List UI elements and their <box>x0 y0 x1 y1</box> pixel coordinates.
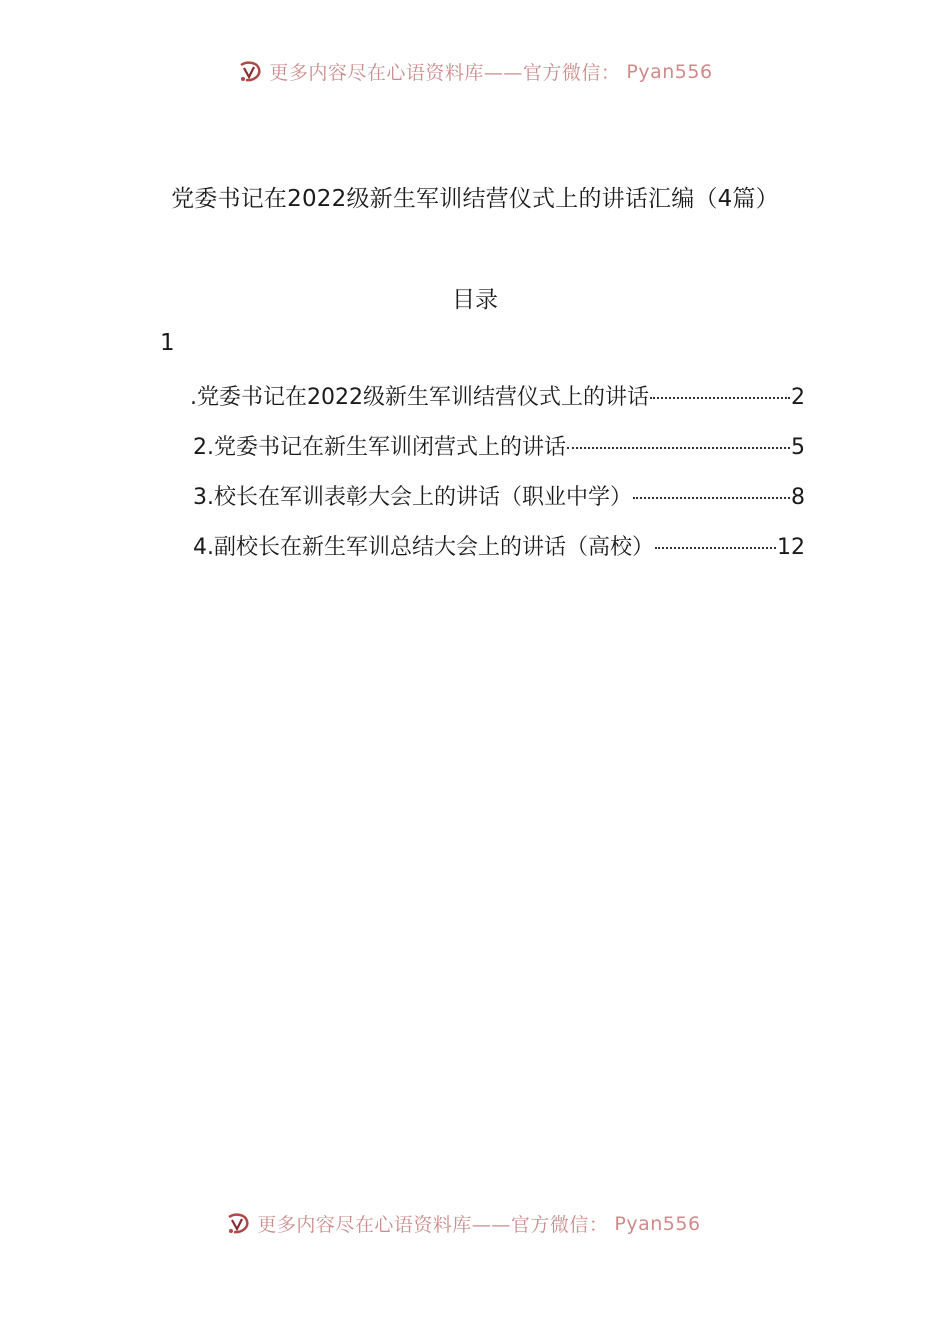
toc-entry[interactable] <box>193 530 805 580</box>
toc-entry-label: 4.副校长在新生军训总结大会上的讲话（高校） <box>193 535 654 560</box>
toc-entry-page: 2 <box>791 385 805 410</box>
logo-icon <box>237 59 263 85</box>
watermark-text: 更多内容尽在心语资料库——官方微信： <box>269 62 621 84</box>
toc-entry[interactable] <box>193 480 805 530</box>
toc-entry-page: 5 <box>791 435 805 460</box>
toc-dot-leader <box>650 397 790 399</box>
logo-icon <box>225 1211 251 1237</box>
toc-dot-leader <box>567 447 790 449</box>
toc-entry[interactable] <box>193 430 805 480</box>
watermark-id: Pyan556 <box>626 60 713 83</box>
watermark-id: Pyan556 <box>614 1212 701 1235</box>
header-watermark <box>0 58 950 85</box>
toc-section-number: 1 <box>160 330 175 356</box>
watermark-text: 更多内容尽在心语资料库——官方微信： <box>257 1214 609 1236</box>
toc-entry-page: 8 <box>791 485 805 510</box>
toc-entry-page: 12 <box>777 535 805 560</box>
toc-list <box>190 380 805 580</box>
toc-dot-leader <box>655 547 776 549</box>
toc-entry[interactable] <box>190 380 805 430</box>
toc-heading: 目录 <box>452 287 498 313</box>
toc-dot-leader <box>633 497 790 499</box>
toc-entry-label: 3.校长在军训表彰大会上的讲话（职业中学） <box>193 485 632 510</box>
document-title: 党委书记在2022级新生军训结营仪式上的讲话汇编（4篇） <box>171 186 779 212</box>
toc-entry-label: .党委书记在2022级新生军训结营仪式上的讲话 <box>190 385 649 410</box>
toc-entry-label: 2.党委书记在新生军训闭营式上的讲话 <box>193 435 566 460</box>
footer-watermark <box>0 1210 938 1237</box>
